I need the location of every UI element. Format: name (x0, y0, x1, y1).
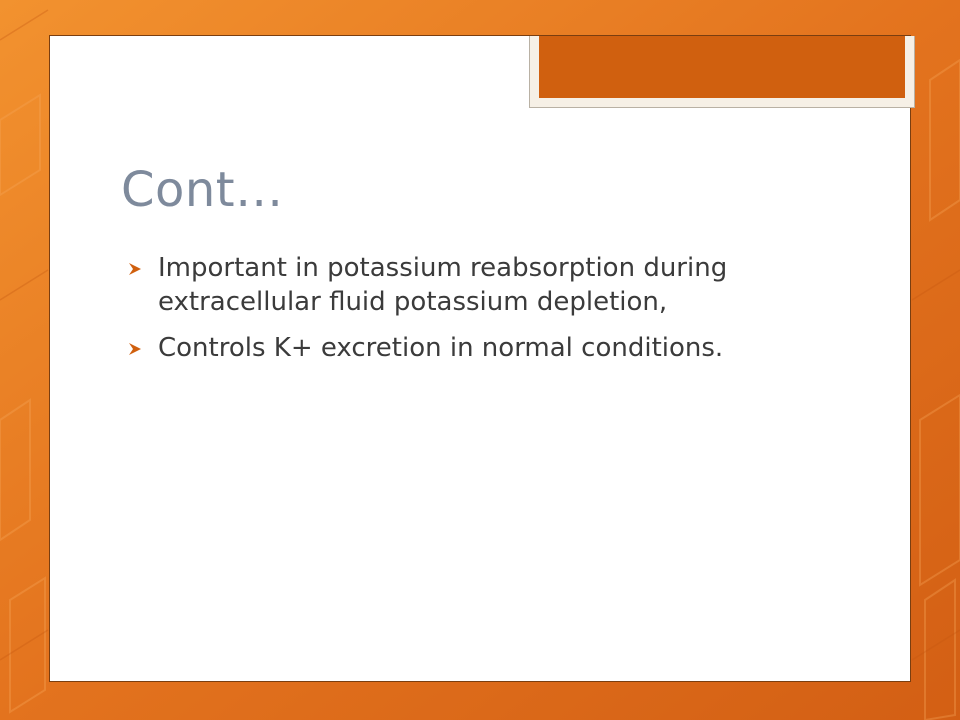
arrowhead-bullet-icon (128, 342, 142, 356)
bullet-text: Controls K+ excretion in normal conditions. (158, 333, 724, 363)
bullet-item (128, 251, 768, 319)
bullet-list (128, 251, 768, 377)
bullet-item (128, 331, 768, 365)
header-tab-decoration (529, 36, 915, 108)
arrowhead-bullet-icon (128, 262, 142, 276)
slide-title: Cont… (121, 162, 284, 218)
header-tab-fill (539, 36, 905, 98)
bullet-text: Important in potassium reabsorption during extracellular fluid potassium depletion, (158, 253, 728, 317)
